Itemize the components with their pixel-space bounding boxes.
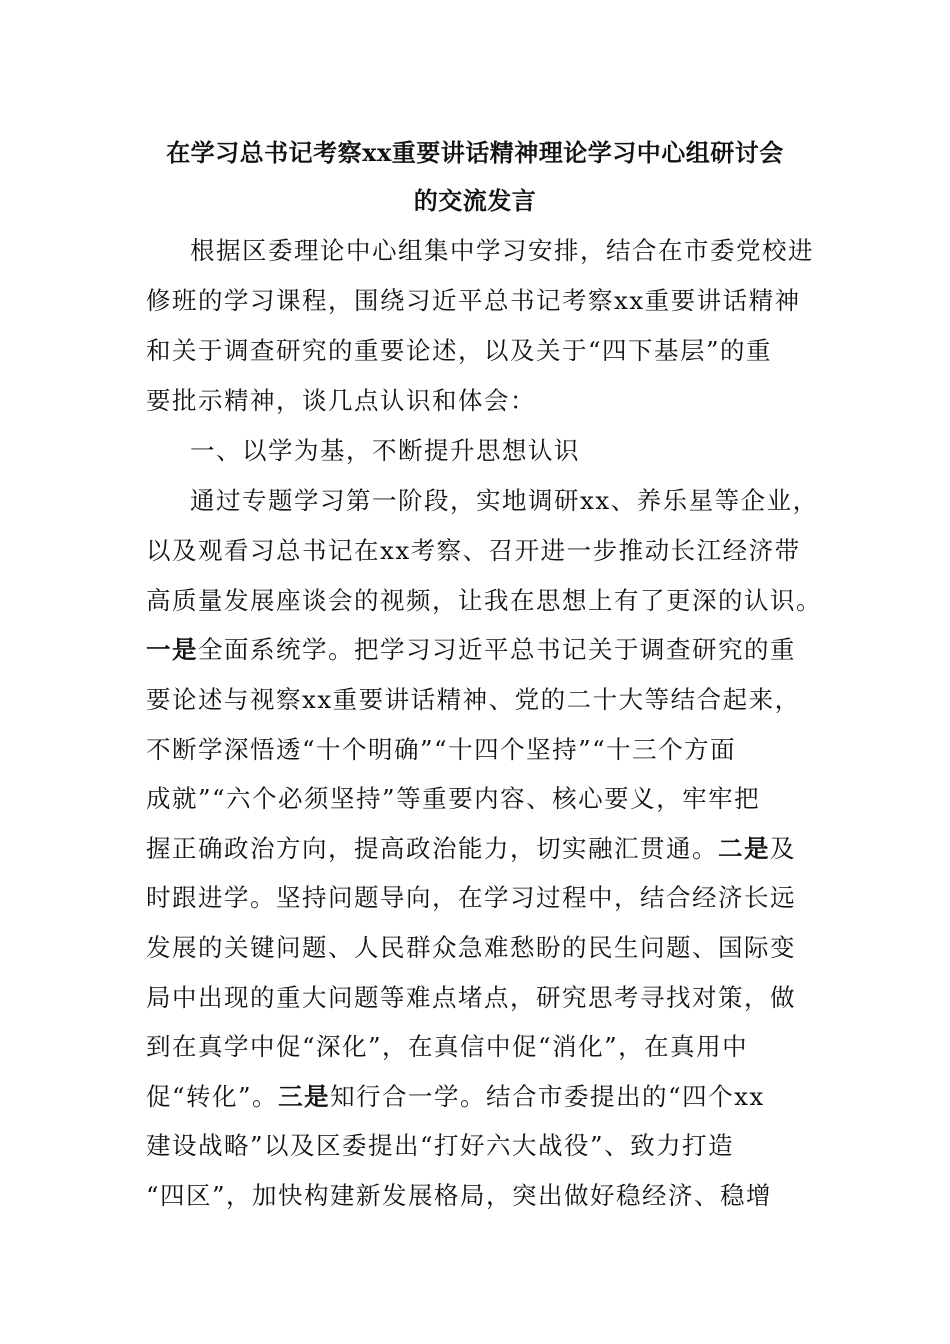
body-text: 一、以学为基，不断提升思想认识 xyxy=(190,436,580,465)
body-text: 全面系统学。把学习习近平总书记关于调查研究的重 xyxy=(198,635,796,664)
bold-ordinal-text: 二是 xyxy=(718,834,770,863)
paragraph-line xyxy=(190,226,814,276)
paragraph-line xyxy=(146,1171,806,1221)
document-title-line-1: 在学习总书记考察xx重要讲话精神理论学习中心组研讨会 xyxy=(166,138,784,167)
section-heading xyxy=(190,426,806,476)
body-text: “四区”，加快构建新发展格局，突出做好稳经济、稳增 xyxy=(146,1181,773,1210)
paragraph-line xyxy=(146,774,806,824)
paragraph-line xyxy=(146,1121,806,1171)
body-text: 时跟进学。坚持问题导向，在学习过程中，结合经济长远 xyxy=(146,883,796,912)
body-text: 成就”“六个必须坚持”等重要内容、核心要义，牢牢把 xyxy=(146,784,761,813)
paragraph-line xyxy=(146,675,806,725)
paragraph-line xyxy=(146,376,806,426)
paragraph-line xyxy=(146,873,806,923)
paragraph-line xyxy=(146,276,806,326)
paragraph-line xyxy=(146,824,806,874)
paragraph-line xyxy=(146,625,806,675)
paragraph-line xyxy=(146,923,806,973)
body-text: 以及观看习总书记在xx考察、召开进一步推动长江经济带 xyxy=(146,536,801,565)
body-text: 要批示精神，谈几点认识和体会： xyxy=(146,386,536,415)
body-text: 要论述与视察xx重要讲话精神、党的二十大等结合起来， xyxy=(146,685,801,714)
paragraph-line xyxy=(146,725,806,775)
paragraph-line xyxy=(146,326,806,376)
body-text: 及 xyxy=(770,834,796,863)
document-title-line-2: 的交流发言 xyxy=(413,186,537,215)
paragraph-line xyxy=(146,526,806,576)
body-text: 通过专题学习第一阶段，实地调研xx、养乐星等企业， xyxy=(190,486,819,515)
bold-ordinal-text: 三是 xyxy=(278,1082,331,1111)
body-text: 修班的学习课程，围绕习近平总书记考察xx重要讲话精神 xyxy=(146,286,801,315)
body-text: 建设战略”以及区委提出“打好六大战役”、致力打造 xyxy=(146,1131,735,1160)
body-text: 知行合一学。结合市委提出的“四个xx xyxy=(330,1082,765,1111)
paragraph-line xyxy=(146,1022,806,1072)
bold-ordinal-text: 一是 xyxy=(146,635,198,664)
body-text: 发展的关键问题、人民群众急难愁盼的民生问题、国际变 xyxy=(146,933,796,962)
body-text: 到在真学中促“深化”，在真信中促“消化”，在真用中 xyxy=(146,1032,749,1061)
body-text: 不断学深悟透“十个明确”“十四个坚持”“十三个方面 xyxy=(146,735,737,764)
body-text: 促“转化”。 xyxy=(146,1082,279,1111)
paragraph-line xyxy=(146,1072,806,1122)
paragraph-line xyxy=(146,576,822,626)
body-text: 根据区委理论中心组集中学习安排，结合在市委党校进 xyxy=(190,236,814,265)
paragraph-line xyxy=(190,476,819,526)
body-text: 高质量发展座谈会的视频，让我在思想上有了更深的认识。 xyxy=(146,586,822,615)
paragraph-line xyxy=(146,973,806,1023)
body-text: 局中出现的重大问题等难点堵点，研究思考寻找对策，做 xyxy=(146,983,796,1012)
body-text: 握正确政治方向，提高政治能力，切实融汇贯通。 xyxy=(146,834,718,863)
body-text: 和关于调查研究的重要论述，以及关于“四下基层”的重 xyxy=(146,336,773,365)
